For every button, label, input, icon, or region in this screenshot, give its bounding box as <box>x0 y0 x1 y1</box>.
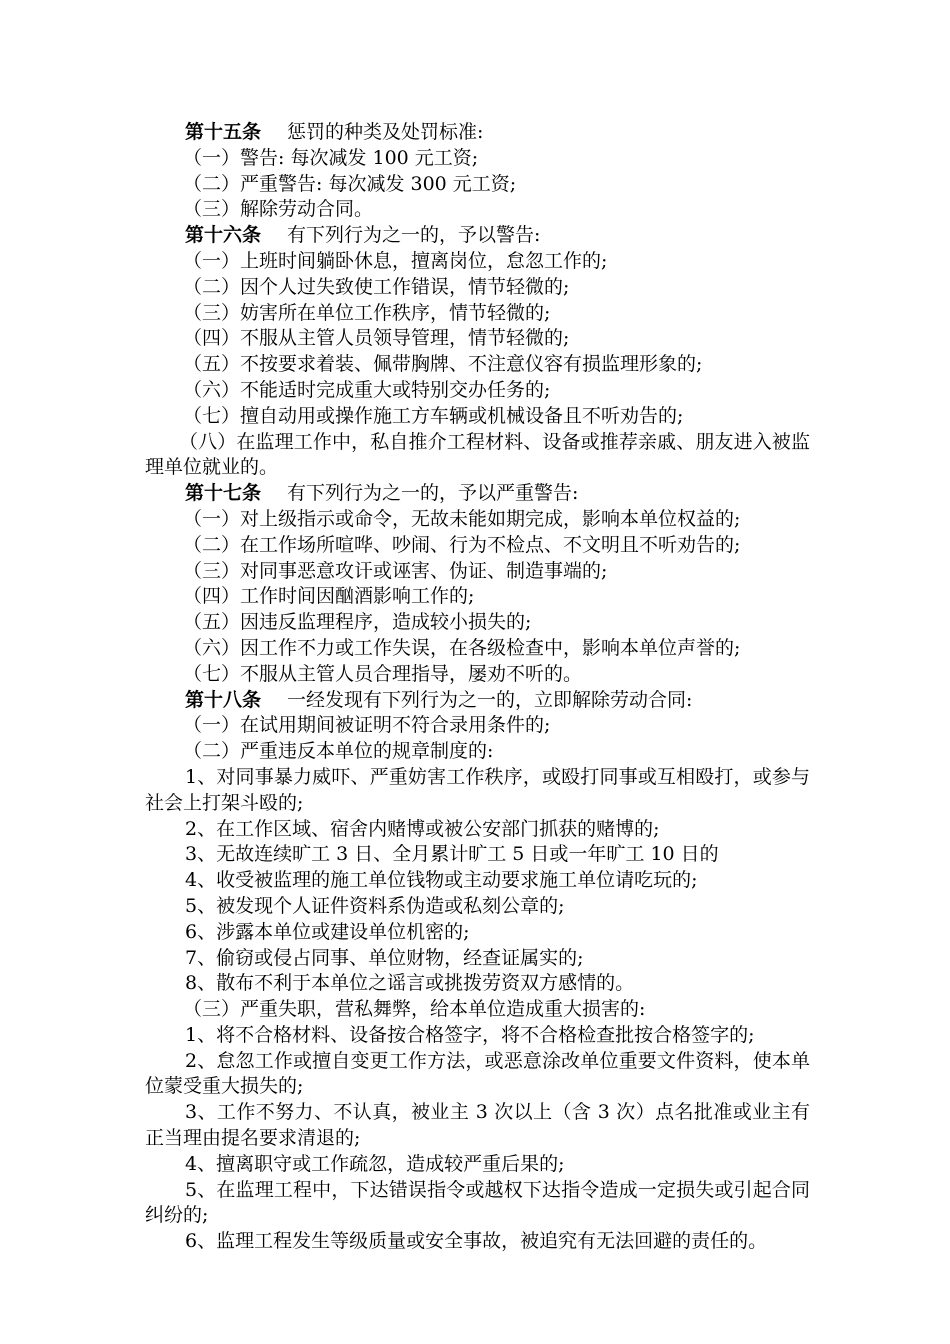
list-item: （一）对上级指示或命令，无故未能如期完成，影响本单位权益的; <box>183 507 741 530</box>
article-title: 惩罚的种类及处罚标准: <box>287 121 484 143</box>
list-item: （七）擅自动用或操作施工方车辆或机械设备且不听劝告的; <box>183 404 684 427</box>
list-item: （三）妨害所在单位工作秩序，情节轻微的; <box>183 301 551 324</box>
sub-item: 1、将不合格材料、设备按合格签字，将不合格检查批按合格签字的; <box>185 1023 755 1046</box>
sub-item: 3、无故连续旷工 3 日、全月累计旷工 5 日或一年旷工 10 日的 <box>185 843 719 866</box>
sub-item: 5、被发现个人证件资料系伪造或私刻公章的; <box>185 894 565 917</box>
list-item: （三）对同事恶意攻讦或诬害、伪证、制造事端的; <box>183 559 608 582</box>
list-item: （三）严重失职，营私舞弊，给本单位造成重大损害的: <box>183 998 646 1021</box>
article-17-heading <box>145 481 810 507</box>
article-title: 有下列行为之一的，予以警告: <box>287 224 541 247</box>
article-title: 有下列行为之一的，予以严重警告: <box>287 482 579 505</box>
list-item-paragraph: （八）在监理工作中，私自推介工程材料、设备或推荐亲戚、朋友进入被监理单位就业的。 <box>145 430 810 479</box>
list-item: （五）不按要求着装、佩带胸牌、不注意仪容有损监理形象的; <box>183 353 703 376</box>
sub-item: 4、收受被监理的施工单位钱物或主动要求施工单位请吃玩的; <box>185 869 698 892</box>
article-number: 第十六条 <box>185 224 262 247</box>
list-item: （三）解除劳动合同。 <box>183 198 374 221</box>
article-title: 一经发现有下列行为之一的，立即解除劳动合同: <box>287 688 693 711</box>
list-item: （二）严重警告: 每次减发 300 元工资; <box>183 172 517 195</box>
article-18-heading <box>145 688 810 714</box>
article-number: 第十八条 <box>185 688 262 711</box>
list-item: （二）在工作场所喧哗、吵闹、行为不检点、不文明且不听劝告的; <box>183 533 741 556</box>
article-number: 第十五条 <box>185 121 262 143</box>
list-item: （四）工作时间因酗酒影响工作的; <box>183 585 475 608</box>
list-item: （一）在试用期间被证明不符合录用条件的; <box>183 714 551 737</box>
sub-item: 6、涉露本单位或建设单位机密的; <box>185 920 470 943</box>
list-item: （七）不服从主管人员合理指导，屡劝不听的。 <box>183 662 583 685</box>
list-item: （四）不服从主管人员领导管理，情节轻微的; <box>183 327 570 350</box>
sub-item: 7、偷窃或侵占同事、单位财物，经查证属实的; <box>185 946 584 969</box>
sub-item: 2、在工作区域、宿舍内赌博或被公安部门抓获的赌博的; <box>185 817 660 840</box>
sub-item: 4、擅离职守或工作疏忽，造成较严重后果的; <box>185 1152 565 1175</box>
sub-item: 6、监理工程发生等级质量或安全事故，被追究有无法回避的责任的。 <box>185 1230 768 1253</box>
document-body <box>145 120 810 1255</box>
sub-item-paragraph: 2、怠忽工作或擅自变更工作方法，或恶意涂改单位重要文件资料，使本单位蒙受重大损失的; <box>145 1049 810 1098</box>
list-item: （一）上班时间躺卧休息，擅离岗位，怠忽工作的; <box>183 249 608 272</box>
sub-item-paragraph: 1、对同事暴力威吓、严重妨害工作秩序，或殴打同事或互相殴打，或参与社会上打架斗殴的; <box>145 765 810 814</box>
list-item: （二）因个人过失致使工作错误，情节轻微的; <box>183 275 570 298</box>
article-15-heading <box>145 120 810 146</box>
list-item: （二）严重违反本单位的规章制度的: <box>183 740 494 763</box>
sub-item-paragraph: 3、工作不努力、不认真，被业主 3 次以上（含 3 次）点名批准或业主有正当理由提名要求清退的; <box>145 1101 810 1150</box>
list-item: （六）不能适时完成重大或特别交办任务的; <box>183 378 551 401</box>
sub-item: 8、散布不利于本单位之谣言或挑拨劳资双方感情的。 <box>185 972 635 995</box>
sub-item-paragraph: 5、在监理工程中，下达错误指令或越权下达指令造成一定损失或引起合同纠纷的; <box>145 1178 810 1227</box>
article-16-heading <box>145 223 810 249</box>
list-item: （五）因违反监理程序，造成较小损失的; <box>183 611 532 634</box>
list-item: （一）警告: 每次减发 100 元工资; <box>183 146 479 169</box>
article-number: 第十七条 <box>185 482 262 505</box>
list-item: （六）因工作不力或工作失误，在各级检查中，影响本单位声誉的; <box>183 636 741 659</box>
